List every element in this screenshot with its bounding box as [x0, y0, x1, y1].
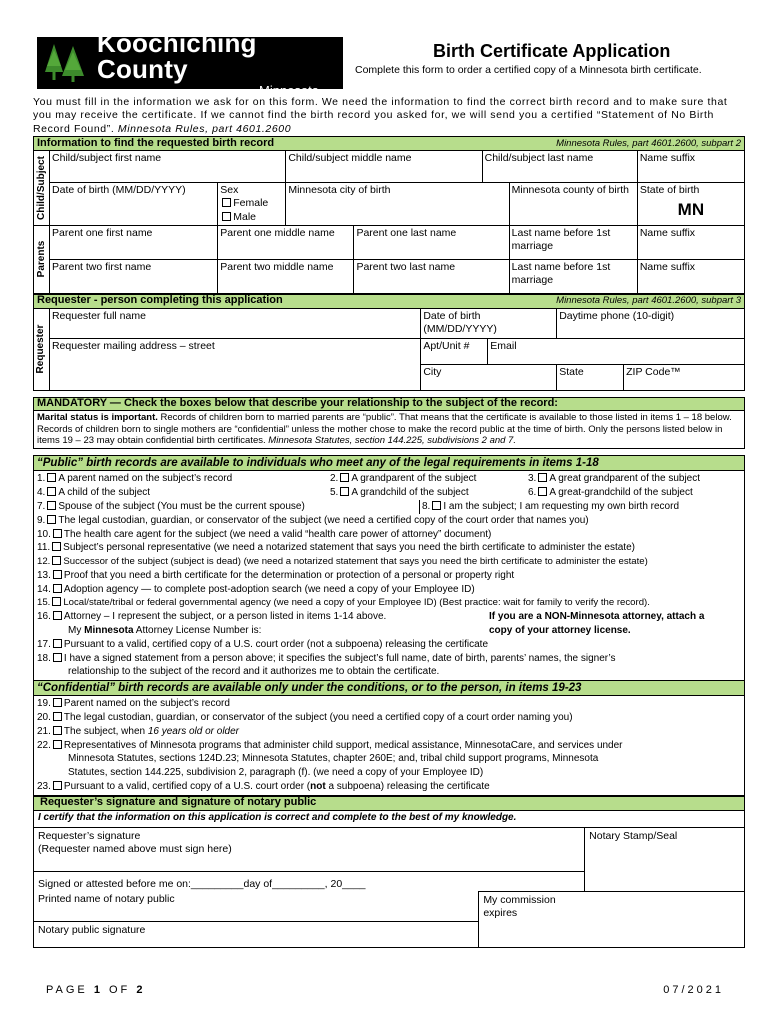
notary-signature-field[interactable]: Notary public signature [34, 921, 479, 947]
item-16-note-1: If you are a NON-Minnesota attorney, attach a [489, 611, 705, 623]
requester-state-field[interactable]: State [557, 364, 624, 390]
requester-dob-field[interactable]: Date of birth (MM/DD/YYYY) [421, 308, 557, 338]
notary-printed-name-field[interactable]: Printed name of notary public [34, 891, 479, 921]
item-15-checkbox[interactable] [52, 597, 61, 606]
attested-date-field[interactable]: Signed or attested before me on:_________day of_________, 20____ [34, 871, 585, 891]
certify-statement: I certify that the information on this application is correct and complete to the best of my knowledge. [33, 811, 745, 827]
confidential-items-list [33, 696, 745, 796]
item-11-checkbox[interactable] [52, 542, 61, 551]
signature-heading: Requester’s signature and signature of notary public [33, 796, 745, 811]
side-label-parents: Parents [34, 225, 50, 293]
intro-ref: Minnesota Rules, part 4601.2600 [117, 122, 292, 135]
requester-email-field[interactable]: Email [488, 338, 745, 364]
parent1-suffix-field[interactable]: Name suffix [637, 225, 744, 259]
requester-zip-field[interactable]: ZIP Code™ [624, 364, 745, 390]
item-16-note-2: copy of your attorney license. [489, 625, 631, 637]
item-8[interactable]: 8. I am the subject; I am requesting my own birth record [419, 500, 679, 514]
item-20-checkbox[interactable] [53, 712, 62, 721]
item-12-checkbox[interactable] [52, 556, 61, 565]
item-14-checkbox[interactable] [53, 584, 62, 593]
intro-paragraph: You must fill in the information we ask for on this form. We need the information to find the correct birth record and to make sure that you may receive the certificate. If we cannot find the birth record you asked for, we will send you a certified “Statement of No Birth Record Found”. Minnesota Rules, part 4601.2600 [33, 96, 728, 135]
female-option[interactable]: Female [220, 197, 283, 210]
item-11[interactable]: 11. Subject’s personal representative (we need a notarized statement that says you need the birth certificate to administer the estate) [37, 542, 635, 554]
item-14[interactable]: 14. Adoption agency — to complete post-adoption search (we need a copy of your Employee ID) [37, 583, 475, 595]
item-18-checkbox[interactable] [53, 653, 62, 662]
item-3[interactable]: 3. A great grandparent of the subject [528, 473, 701, 485]
item-19[interactable]: 19. Parent named on the subject’s record [37, 698, 230, 710]
child-county-field[interactable]: Minnesota county of birth [509, 183, 637, 225]
item-22-cont-1: Minnesota Statutes, sections 124D.23; Minnesota Statutes, chapter 260E; and, tribal child support programs, Minnesota [68, 753, 599, 765]
requester-city-field[interactable]: City [421, 364, 557, 390]
item-22-cont-2: Statutes, section 144.225, subdivision 2, paragraph (f). (we need a copy of your Employee ID) [68, 767, 484, 779]
item-3-checkbox[interactable] [538, 473, 547, 482]
parent1-last-field[interactable]: Parent one last name [354, 225, 509, 259]
item-21[interactable]: 21. The subject, when 16 years old or older [37, 725, 240, 737]
requester-signature-field[interactable]: Requester’s signature (Requester named above must sign here) [34, 827, 585, 871]
parent2-first-field[interactable]: Parent two first name [50, 259, 218, 293]
page-number: PAGE 1 OF 2 [46, 984, 146, 996]
requester-section-ref: Minnesota Rules, part 4601.2600, subpart 3 [556, 295, 741, 307]
item-9-checkbox[interactable] [47, 515, 56, 524]
item-22-checkbox[interactable] [53, 740, 62, 749]
footer [46, 984, 724, 998]
item-18[interactable]: 18. I have a signed statement from a person above; it specifies the subject’s full name, date of birth, parents’ names, the signer’s [37, 652, 616, 664]
requester-phone-field[interactable]: Daytime phone (10-digit) [557, 308, 745, 338]
side-label-requester: Requester [34, 308, 50, 390]
item-21-checkbox[interactable] [53, 726, 62, 735]
logo-subtitle: Minnesota [259, 82, 319, 98]
requester-table [33, 308, 745, 391]
sex-label: Sex [220, 184, 239, 197]
side-label-child: Child/Subject [34, 151, 50, 225]
item-1[interactable]: 1. A parent named on the subject’s record [37, 473, 233, 485]
female-checkbox[interactable] [222, 198, 231, 207]
requester-apt-field[interactable]: Apt/Unit # [421, 338, 488, 364]
item-10[interactable]: 10. The health care agent for the subject (we need a valid “health care power of attorney” document) [37, 528, 492, 540]
requester-name-field[interactable]: Requester full name [49, 308, 420, 338]
requester-section-title: Requester - person completing this application [37, 294, 283, 307]
male-option[interactable]: Male [220, 211, 283, 224]
state-value: MN [677, 200, 705, 220]
item-7[interactable]: 7. Spouse of the subject (You must be the current spouse) [37, 500, 305, 512]
pine-trees-icon [43, 42, 89, 84]
child-last-name-field[interactable]: Child/subject last name [482, 151, 637, 183]
item-2[interactable]: 2. A grandparent of the subject [330, 473, 477, 485]
child-suffix-field[interactable]: Name suffix [637, 151, 744, 183]
male-checkbox[interactable] [222, 212, 231, 221]
item-13-checkbox[interactable] [53, 570, 62, 579]
item-17[interactable]: 17. Pursuant to a valid, certified copy of a U.S. court order (not a subpoena) releasing the certificate [37, 638, 489, 650]
mandatory-text: Marital status is important. Records of children born to married parents are “public”. That means that the certificate is available to those listed in items 1 – 18 below. Records of children born to single mothers are “confidential” unless the mother chose to make the record public at the time of birth. Only the persons listed below in items 19 – 23 may obtain confidential birth certificates. Minnesota Statutes, section 144.225, subdivisions 2 and 7. [33, 411, 745, 450]
item-17-checkbox[interactable] [53, 639, 62, 648]
item-5-checkbox[interactable] [340, 487, 349, 496]
item-6-checkbox[interactable] [538, 487, 547, 496]
form-title: Birth Certificate Application [433, 41, 671, 61]
parent2-last-field[interactable]: Parent two last name [354, 259, 509, 293]
state-label: State of birth [639, 184, 700, 197]
subject-table [33, 150, 745, 293]
subject-section-bar [33, 136, 745, 150]
notary-stamp-field[interactable]: Notary Stamp/Seal [585, 827, 745, 891]
commission-expires-field[interactable]: My commission expires [479, 891, 745, 947]
confidential-records-heading: “Confidential” birth records are available only under the conditions, or to the person, in items 19-23 [33, 680, 745, 696]
parent2-suffix-field[interactable]: Name suffix [637, 259, 744, 293]
item-23[interactable]: 23. Pursuant to a valid, certified copy of a U.S. court order (not a subpoena) releasing the certificate [37, 781, 490, 793]
child-city-field[interactable]: Minnesota city of birth [286, 183, 509, 225]
item-4[interactable]: 4. A child of the subject [37, 487, 151, 499]
parent1-first-field[interactable]: Parent one first name [50, 225, 218, 259]
form-date: 07/2021 [663, 984, 724, 996]
child-middle-name-field[interactable]: Child/subject middle name [286, 151, 482, 183]
parent1-middle-field[interactable]: Parent one middle name [218, 225, 354, 259]
item-8-checkbox[interactable] [432, 501, 441, 510]
item-13[interactable]: 13. Proof that you need a birth certificate for the determination or protection of a personal or property right [37, 569, 515, 581]
logo-title: Koochiching County [97, 27, 257, 84]
item-19-checkbox[interactable] [53, 698, 62, 707]
public-records-heading: “Public” birth records are available to individuals who meet any of the legal requirements in items 1-18 [33, 455, 745, 471]
child-state-field [637, 183, 744, 225]
item-18-cont: relationship to the subject of the record and it authorizes me to obtain the certificate. [68, 666, 440, 678]
item-16[interactable]: 16. Attorney – I represent the subject, or a person listed in items 1-14 above. [37, 611, 387, 623]
parent2-before-marriage-field[interactable]: Last name before 1st marriage [509, 259, 637, 293]
requester-section-bar [33, 294, 745, 308]
item-5[interactable]: 5. A grandchild of the subject [330, 487, 469, 499]
item-22[interactable]: 22. Representatives of Minnesota programs that administer child support, medical assistance, MinnesotaCare, and services under [37, 739, 623, 751]
child-first-name-field[interactable]: Child/subject first name [50, 151, 286, 183]
child-dob-field[interactable]: Date of birth (MM/DD/YYYY) [50, 183, 218, 225]
header [33, 0, 745, 98]
item-6[interactable]: 6. A great-grandchild of the subject [528, 487, 693, 499]
item-9[interactable]: 9. The legal custodian, guardian, or conservator of the subject (we need a certified copy of the court order that names you) [37, 514, 589, 526]
item-16-checkbox[interactable] [53, 611, 62, 620]
parent2-middle-field[interactable]: Parent two middle name [218, 259, 354, 293]
requester-address-field[interactable]: Requester mailing address – street [49, 338, 420, 390]
subject-section-ref: Minnesota Rules, part 4601.2600, subpart 2 [556, 137, 741, 149]
parent1-before-marriage-field[interactable]: Last name before 1st marriage [509, 225, 637, 259]
form-subtitle: Complete this form to order a certified copy of a Minnesota birth certificate. [355, 64, 702, 76]
item-1-checkbox[interactable] [47, 473, 56, 482]
item-4-checkbox[interactable] [47, 487, 56, 496]
child-sex-field [218, 183, 286, 225]
item-23-checkbox[interactable] [53, 781, 62, 790]
item-2-checkbox[interactable] [340, 473, 349, 482]
item-16-license[interactable]: My Minnesota Attorney License Number is: [68, 625, 262, 637]
item-10-checkbox[interactable] [53, 529, 62, 538]
item-15[interactable]: 15. Local/state/tribal or federal governmental agency (we need a copy of your Employee ID) (Best practice: wait for family to verify the record). [37, 597, 650, 609]
item-7-checkbox[interactable] [47, 501, 56, 510]
item-12[interactable]: 12. Successor of the subject (subject is dead) (we need a notarized statement that says you need the birth certificate to administer the estate) [37, 556, 648, 568]
item-20[interactable]: 20. The legal custodian, guardian, or conservator of the subject (you need a certified copy of a court order naming you) [37, 712, 573, 724]
county-logo [37, 27, 343, 98]
subject-section-title: Information to find the requested birth record [37, 136, 275, 149]
public-items-list [33, 471, 745, 680]
signature-table [33, 827, 745, 948]
mandatory-heading: MANDATORY — Check the boxes below that describe your relationship to the subject of the record: [33, 397, 745, 411]
